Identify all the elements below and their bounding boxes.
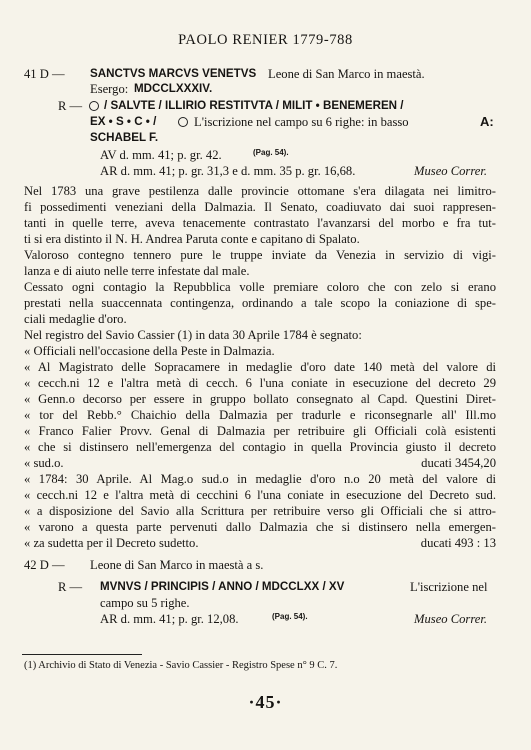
entry-41-gold-page-ref: (Pag. 54). xyxy=(253,148,289,157)
rosette-ornament-icon xyxy=(89,101,99,111)
entry-41-silver-specs: AR d. mm. 41; p. gr. 31,3 e d. mm. 35 p. gr. 16,68. xyxy=(100,164,356,178)
entry-41-exergue-label: Esergo: xyxy=(90,82,129,96)
entry-41-obverse-legend: SANCTVS MARCVS VENETVS xyxy=(90,67,257,80)
amount-total-2: ducati 493 : 13 xyxy=(420,536,496,550)
footnote: (1) Archivio di Stato di Venezia - Savio Cassier - Registro Spese n° 9 C. 7. xyxy=(24,660,338,671)
engraver-initial: A: xyxy=(480,114,494,129)
entry-42-reverse-label: R — xyxy=(58,580,83,594)
body-line: tanti in quelle terre, aveva tenacemente contrastato l'avanzarsi del morbo e fra tut- xyxy=(24,216,496,230)
body-line: Valoroso contegno tennero pure le truppe inviate da Venezia in servizio di vigi- xyxy=(24,248,496,262)
entry-41-reverse-label: R — xyxy=(58,99,83,113)
entry-41-reverse-legend-line1: / SALVTE / ILLIRIO RESTITVTA / MILIT • BENEMEREN / xyxy=(104,99,404,112)
entry-42-reverse-description-2: campo su 5 righe. xyxy=(100,596,190,610)
body-line: Nel 1783 una grave pestilenza dalle provincie ottomane s'era dilagata nei limitro- xyxy=(24,184,496,198)
quote-line: « a disposizione del Savio alla Scrittura per retribuire verso gli Officiali che si attro- xyxy=(24,504,496,518)
body-line: Nel registro del Savio Cassier (1) in data 30 Aprile 1784 è segnato: xyxy=(24,328,362,342)
entry-42-page-ref: (Pag. 54). xyxy=(272,612,308,621)
entry-42-reverse-description-1: L'iscrizione nel xyxy=(410,580,488,594)
amount-total-1: ducati 3454,20 xyxy=(421,456,496,470)
entry-41-museum: Museo Correr. xyxy=(414,164,487,178)
body-line: ciali medaglie d'oro. xyxy=(24,312,127,326)
quote-line: « Franco Falier Provv. Genal di Dalmazia per retribuire gli Officiali colà esistenti xyxy=(24,424,496,438)
quote-line: « tor del Rebb.° Chaichio della Dalmazia per tradurle e riconsegnarle all' Ill.mo xyxy=(24,408,496,422)
quote-line: « Al Magistrato delle Sopracamere in medaglie d'oro date 140 metà del valore di xyxy=(24,360,496,374)
body-line: Cessato ogni contagio la Repubblica volle premiare coloro che con zelo si erano xyxy=(24,280,496,294)
quote-line: « Officiali nell'occasione della Peste in Dalmazia. xyxy=(24,344,275,358)
body-line: lanza e di aiuto nelle terre infestate dal male. xyxy=(24,264,250,278)
entry-41-reverse-description: L'iscrizione nel campo su 6 righe: in basso xyxy=(194,115,409,129)
quote-line: « sud.o. xyxy=(24,456,64,470)
entry-42-museum: Museo Correr. xyxy=(414,612,487,626)
entry-42-silver-specs: AR d. mm. 41; p. gr. 12,08. xyxy=(100,612,239,626)
rosette-ornament-icon xyxy=(178,117,188,127)
entry-42-obverse-description: Leone di San Marco in maestà a s. xyxy=(90,558,264,572)
entry-41-gold-specs: AV d. mm. 41; p. gr. 42. xyxy=(100,148,222,162)
body-line: ti si era distinto il N. H. Andrea Paruta conte e capitano di Spalato. xyxy=(24,232,360,246)
body-line: fi possedimenti veneziani della Dalmazia. Il Senato, coadiuvato dai suoi rappresen- xyxy=(24,200,496,214)
entry-42-reverse-legend: MVNVS / PRINCIPIS / ANNO / MDCCLXX / XV xyxy=(100,580,345,593)
quote-line: « cecch.ni 12 e l'altra metà di cecchini 6 l'una coniate in esecuzione del Decreto sud. xyxy=(24,488,496,502)
quote-line: « 1784: 30 Aprile. Al Mag.o sud.o in medaglie d'oro n.o 20 metà del valore di xyxy=(24,472,496,486)
entry-41-number: 41 D — xyxy=(24,67,65,81)
footnote-rule xyxy=(22,654,142,655)
entry-41-exergue-value: MDCCLXXXIV. xyxy=(134,82,213,95)
running-header: PAOLO RENIER 1779-788 xyxy=(178,32,353,48)
engraver-signature: SCHABEL F. xyxy=(90,131,159,144)
quote-line: « varono a questa parte pervenuti dallo Dalmazia che si distinsero nella emergen- xyxy=(24,520,496,534)
quote-line: « che si distinsero nell'emergenza del contagio in quella Provincia giusto il decreto xyxy=(24,440,496,454)
entry-41-reverse-legend-line2: EX • S • C • / xyxy=(90,115,157,128)
quote-line: « cecch.ni 12 e l'altra metà di cecch. 6 l'una coniate in esecuzione del decreto 29 xyxy=(24,376,496,390)
quote-line: « Genn.o decorso per essere in gruppo bollato consegnato al Capd. Questini Diret- xyxy=(24,392,496,406)
entry-42-number: 42 D — xyxy=(24,558,65,572)
quote-line: « za sudetta per il Decreto sudetto. xyxy=(24,536,199,550)
page-number: ·45· xyxy=(248,692,283,712)
body-line: prestati nella suaccennata contingenza, ordinando a tale scopo la coniazione di spe- xyxy=(24,296,496,310)
entry-41-obverse-description: Leone di San Marco in maestà. xyxy=(268,67,425,81)
